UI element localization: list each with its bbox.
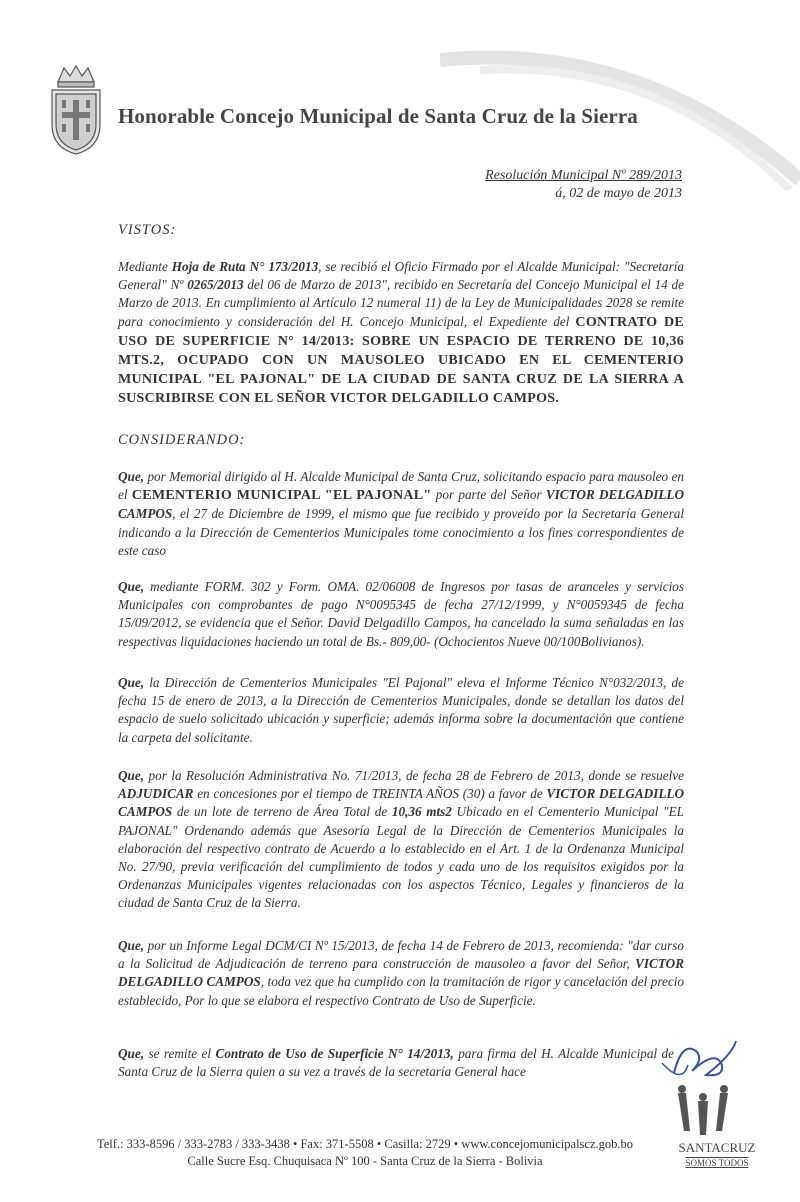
text: Mediante: [118, 259, 172, 274]
bold-text: 10,36 mts2: [391, 804, 452, 820]
bold-text: ADJUDICAR: [118, 786, 194, 802]
section-considerando: CONSIDERANDO:: [118, 432, 246, 448]
hoja-de-ruta: Hoja de Ruta N° 173/2013: [171, 259, 319, 274]
considerando-paragraph-1: [118, 468, 684, 560]
stamp-brand: SANTACRUZ: [678, 1140, 756, 1155]
text: , el 27 de Diciembre de 1999, el mismo que fue recibido y proveído por la Secretaría General indicando a la Dirección de Cementerios Municipales tome conocimiento a los fines correspondientes de este caso: [118, 506, 684, 558]
vistos-paragraph: [118, 258, 684, 409]
bold-text: VICTOR DELGADILLO CAMPOS: [118, 487, 684, 522]
bold-text: CEMENTERIO MUNICIPAL "EL PAJONAL": [131, 488, 432, 504]
oficio-number: 0265/2013: [187, 277, 244, 293]
considerando-paragraph-6: [118, 1045, 674, 1081]
que-label: Que,: [118, 579, 145, 594]
text: mediante FORM. 302 y Form. OMA. 02/06008 de Ingresos por tasas de aranceles y servicios Municipales con comprobantes de pago N°0095345 de fecha 27/12/1999, y N°0059345 de fecha 15/09/2012, se evidencia que el Señor. David Delgadillo Campos, ha cancelado la suma señaladas en las respectivas liquidaciones haciendo un total de Bs.- 809,00- (Ochocientos Nueve 00/100Bolivianos).: [118, 579, 684, 649]
bold-text: VICTOR DELGADILLO CAMPOS: [118, 956, 684, 990]
text: en concesiones por el tiempo de TREINTA AÑOS (30) a favor de: [193, 786, 547, 802]
text: la Dirección de Cementerios Municipales "El Pajonal" eleva el Informe Técnico N°032/2013, de fecha 15 de enero de 2013, a la Dirección de Cementerios Municipales, donde se detallan los datos del espacio de suelo solicitado ubicación y superficie; además informa sobre la documentación que contiene la carpeta del solicitante.: [118, 675, 684, 745]
text: , toda vez que ha cumplido con la tramitación de rigor y cancelación del precio establecido, Por lo que se elabora el respectivo Contrato de Uso de Superficie.: [118, 974, 684, 1008]
contract-title: CONTRATO DE USO DE SUPERFICIE N° 14/2013: SOBRE UN ESPACIO DE TERRENO DE 10,36 MTS.2, OCUPADO CON UN MAUSOLEO UBICADO EN EL CEMENTERIO MUNICIPAL "EL PAJONAL" DE LA CIUDAD DE SANTA CRUZ DE LA SIERRA A SUSCRIBIRSE CON EL SEÑOR VICTOR DELGADILLO CAMPOS.: [118, 314, 684, 407]
section-vistos: VISTOS:: [118, 222, 177, 238]
footer-contact: Telf.: 333-8596 / 333-2783 / 333-3438 • Fax: 371-5508 • Casilla: 2729 • www.concejomunicipalscz.gob.bo: [96, 1137, 634, 1151]
text: por un Informe Legal DCM/CI Nº 15/2013, de fecha 14 de Febrero de 2013, recomienda: "dar curso a la Solicitud de Adjudicación de terreno para construcción de mausoleo a favor del Señor,: [118, 938, 684, 972]
text: por parte del Señor: [431, 487, 546, 503]
bold-text: Contrato de Uso de Superficie N° 14/2013,: [215, 1046, 454, 1061]
considerando-paragraph-3: [118, 674, 684, 747]
resolution-date: á, 02 de mayo de 2013: [555, 186, 682, 201]
que-label: Que,: [118, 1046, 145, 1061]
considerando-paragraph-2: [118, 578, 684, 651]
bold-text: VICTOR DELGADILLO CAMPOS: [118, 786, 684, 820]
que-label: Que,: [118, 768, 145, 783]
considerando-paragraph-4: [118, 767, 684, 913]
text: se remite el: [144, 1046, 216, 1061]
footer-address: Calle Sucre Esq. Chuquisaca Nº 100 - Santa Cruz de la Sierra - Bolivia: [187, 1154, 543, 1168]
resolution-number: Resolución Municipal Nº 289/2013: [485, 168, 682, 183]
text: , se recibió el Oficio Firmado por el Alcalde Municipal: "Secretaría General" Nº: [118, 259, 684, 293]
text: de un lote de terreno de Área Total de: [172, 804, 392, 820]
que-label: Que,: [118, 938, 145, 953]
que-label: Que,: [118, 675, 145, 690]
text: del 06 de Marzo de 2013", recibido en Secretaría del Concejo Municipal el 14 de Marzo de 2013. En cumplimiento al Artículo 12 numeral 11) de la Ley de Municipalidades 2028 se remite para conocimiento y consideración del H. Concejo Municipal, el Expediente del: [118, 277, 685, 329]
header-title: Honorable Concejo Municipal de Santa Cruz de la Sierra: [118, 104, 638, 128]
text: Ubicado en el Cementerio Municipal "EL PAJONAL" Ordenando además que Asesoría Legal de la Dirección de Cementerios Municipales la elaboración del respectivo contrato de Acuerdo a lo establecido en el Art. 1 de la Ordenanza Municipal No. 27/90, previa verificación del cumplimiento de todos y cada uno de los requisitos exigidos por la Ordenanzas Municipales vigentes relacionadas con los aspectos Técnico, Legales y financieros de la ciudad de Santa Cruz de la Sierra.: [118, 804, 684, 911]
text: por la Resolución Administrativa No. 71/2013, de fecha 28 de Febrero de 2013, donde se resuelve: [144, 768, 684, 783]
que-label: Que,: [118, 469, 145, 484]
text: por Memorial dirigido al H. Alcalde Municipal de Santa Cruz, solicitando espacio para mausoleo en el: [118, 469, 684, 503]
coat-of-arms-icon: [44, 62, 108, 158]
text: para firma del H. Alcalde Municipal de Santa Cruz de la Sierra quien a su vez a través de la secretaría General hace: [118, 1046, 675, 1080]
stamp-tagline: SOMOS TODOS: [685, 1158, 749, 1168]
considerando-paragraph-5: [118, 937, 684, 1010]
